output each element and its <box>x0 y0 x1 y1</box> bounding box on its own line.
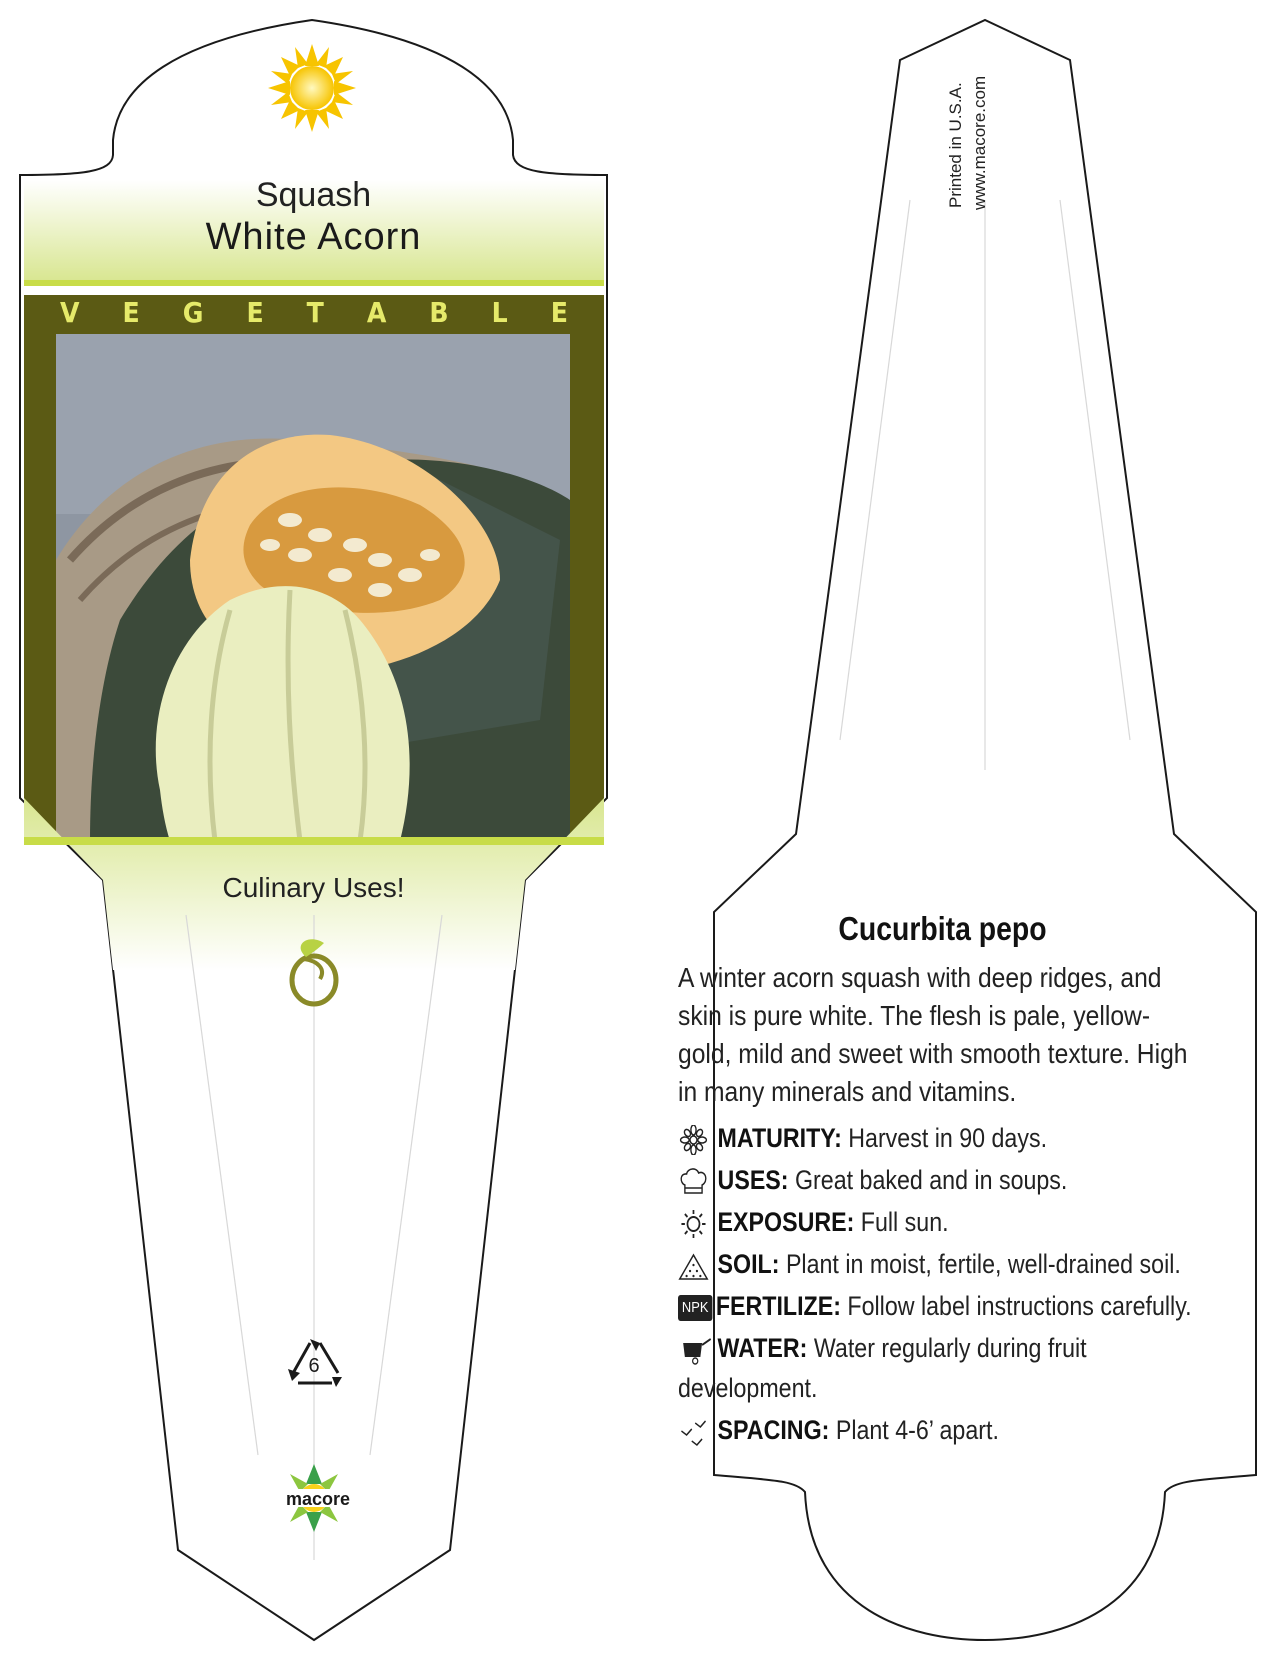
category-letter: E <box>550 296 568 329</box>
watering-can-icon <box>678 1335 714 1365</box>
product-photo <box>56 334 570 841</box>
soil-label: SOIL: <box>717 1249 780 1279</box>
uses-text: Great baked and in soups. <box>795 1165 1068 1195</box>
info-maturity <box>678 1119 1194 1157</box>
exposure-text: Full sun. <box>860 1207 949 1237</box>
info-spacing <box>678 1411 1194 1449</box>
soil-text: Plant in moist, fertile, well-drained soil. <box>785 1249 1181 1279</box>
printed-in: Printed in U.S.A. <box>946 82 965 208</box>
plant-name: Squash <box>255 176 372 214</box>
spacing-icon <box>678 1417 714 1447</box>
botanical-name: Cucurbita pepo <box>838 910 1047 947</box>
fertilize-label: FERTILIZE: <box>715 1291 841 1321</box>
category-letter: G <box>182 296 204 329</box>
maturity-label: MATURITY: <box>717 1123 842 1153</box>
website: www.macore.com <box>970 75 989 210</box>
front-header-rule <box>24 280 604 286</box>
variety-name: White Acorn <box>205 216 422 258</box>
npk-text: NPK <box>681 1298 709 1316</box>
category-letter: E <box>122 296 140 329</box>
info-water-continuation <box>678 1369 1194 1407</box>
category-letter: V <box>60 296 80 329</box>
fertilize-text: Follow label instructions carefully. <box>847 1291 1192 1321</box>
tagline: Culinary Uses! <box>222 872 405 903</box>
category-letter: L <box>491 296 508 329</box>
info-water <box>678 1329 1194 1367</box>
uses-label: USES: <box>717 1165 789 1195</box>
water-text: Water regularly during fruit <box>813 1333 1087 1363</box>
category-label <box>24 296 604 329</box>
info-fertilize <box>678 1287 1194 1325</box>
info-uses <box>678 1161 1194 1199</box>
water-continuation-text: development. <box>678 1373 818 1403</box>
description: A winter acorn squash with deep ridges, and skin is pure white. The flesh is pale, yellow-gold, mild and sweet with smooth texture. High in many minerals and vitamins. <box>678 962 1188 1107</box>
soil-icon <box>678 1251 714 1281</box>
category-letter: B <box>429 296 449 329</box>
flower-icon <box>678 1125 714 1155</box>
recycle-number: 6 <box>308 1355 320 1377</box>
info-soil <box>678 1245 1194 1283</box>
water-label: WATER: <box>717 1333 808 1363</box>
chef-hat-icon <box>678 1167 714 1197</box>
maturity-text: Harvest in 90 days. <box>848 1123 1048 1153</box>
spacing-text: Plant 4-6’ apart. <box>835 1415 999 1445</box>
npk-icon <box>678 1295 712 1321</box>
sun-icon <box>268 44 356 132</box>
category-letter: E <box>246 296 264 329</box>
info-exposure <box>678 1203 1194 1241</box>
category-letter: T <box>306 296 324 329</box>
sun-outline-icon <box>678 1209 714 1239</box>
spacing-label: SPACING: <box>717 1415 830 1445</box>
category-letter: A <box>366 296 387 329</box>
brand-logo-text: macore <box>285 1489 351 1509</box>
exposure-label: EXPOSURE: <box>717 1207 855 1237</box>
